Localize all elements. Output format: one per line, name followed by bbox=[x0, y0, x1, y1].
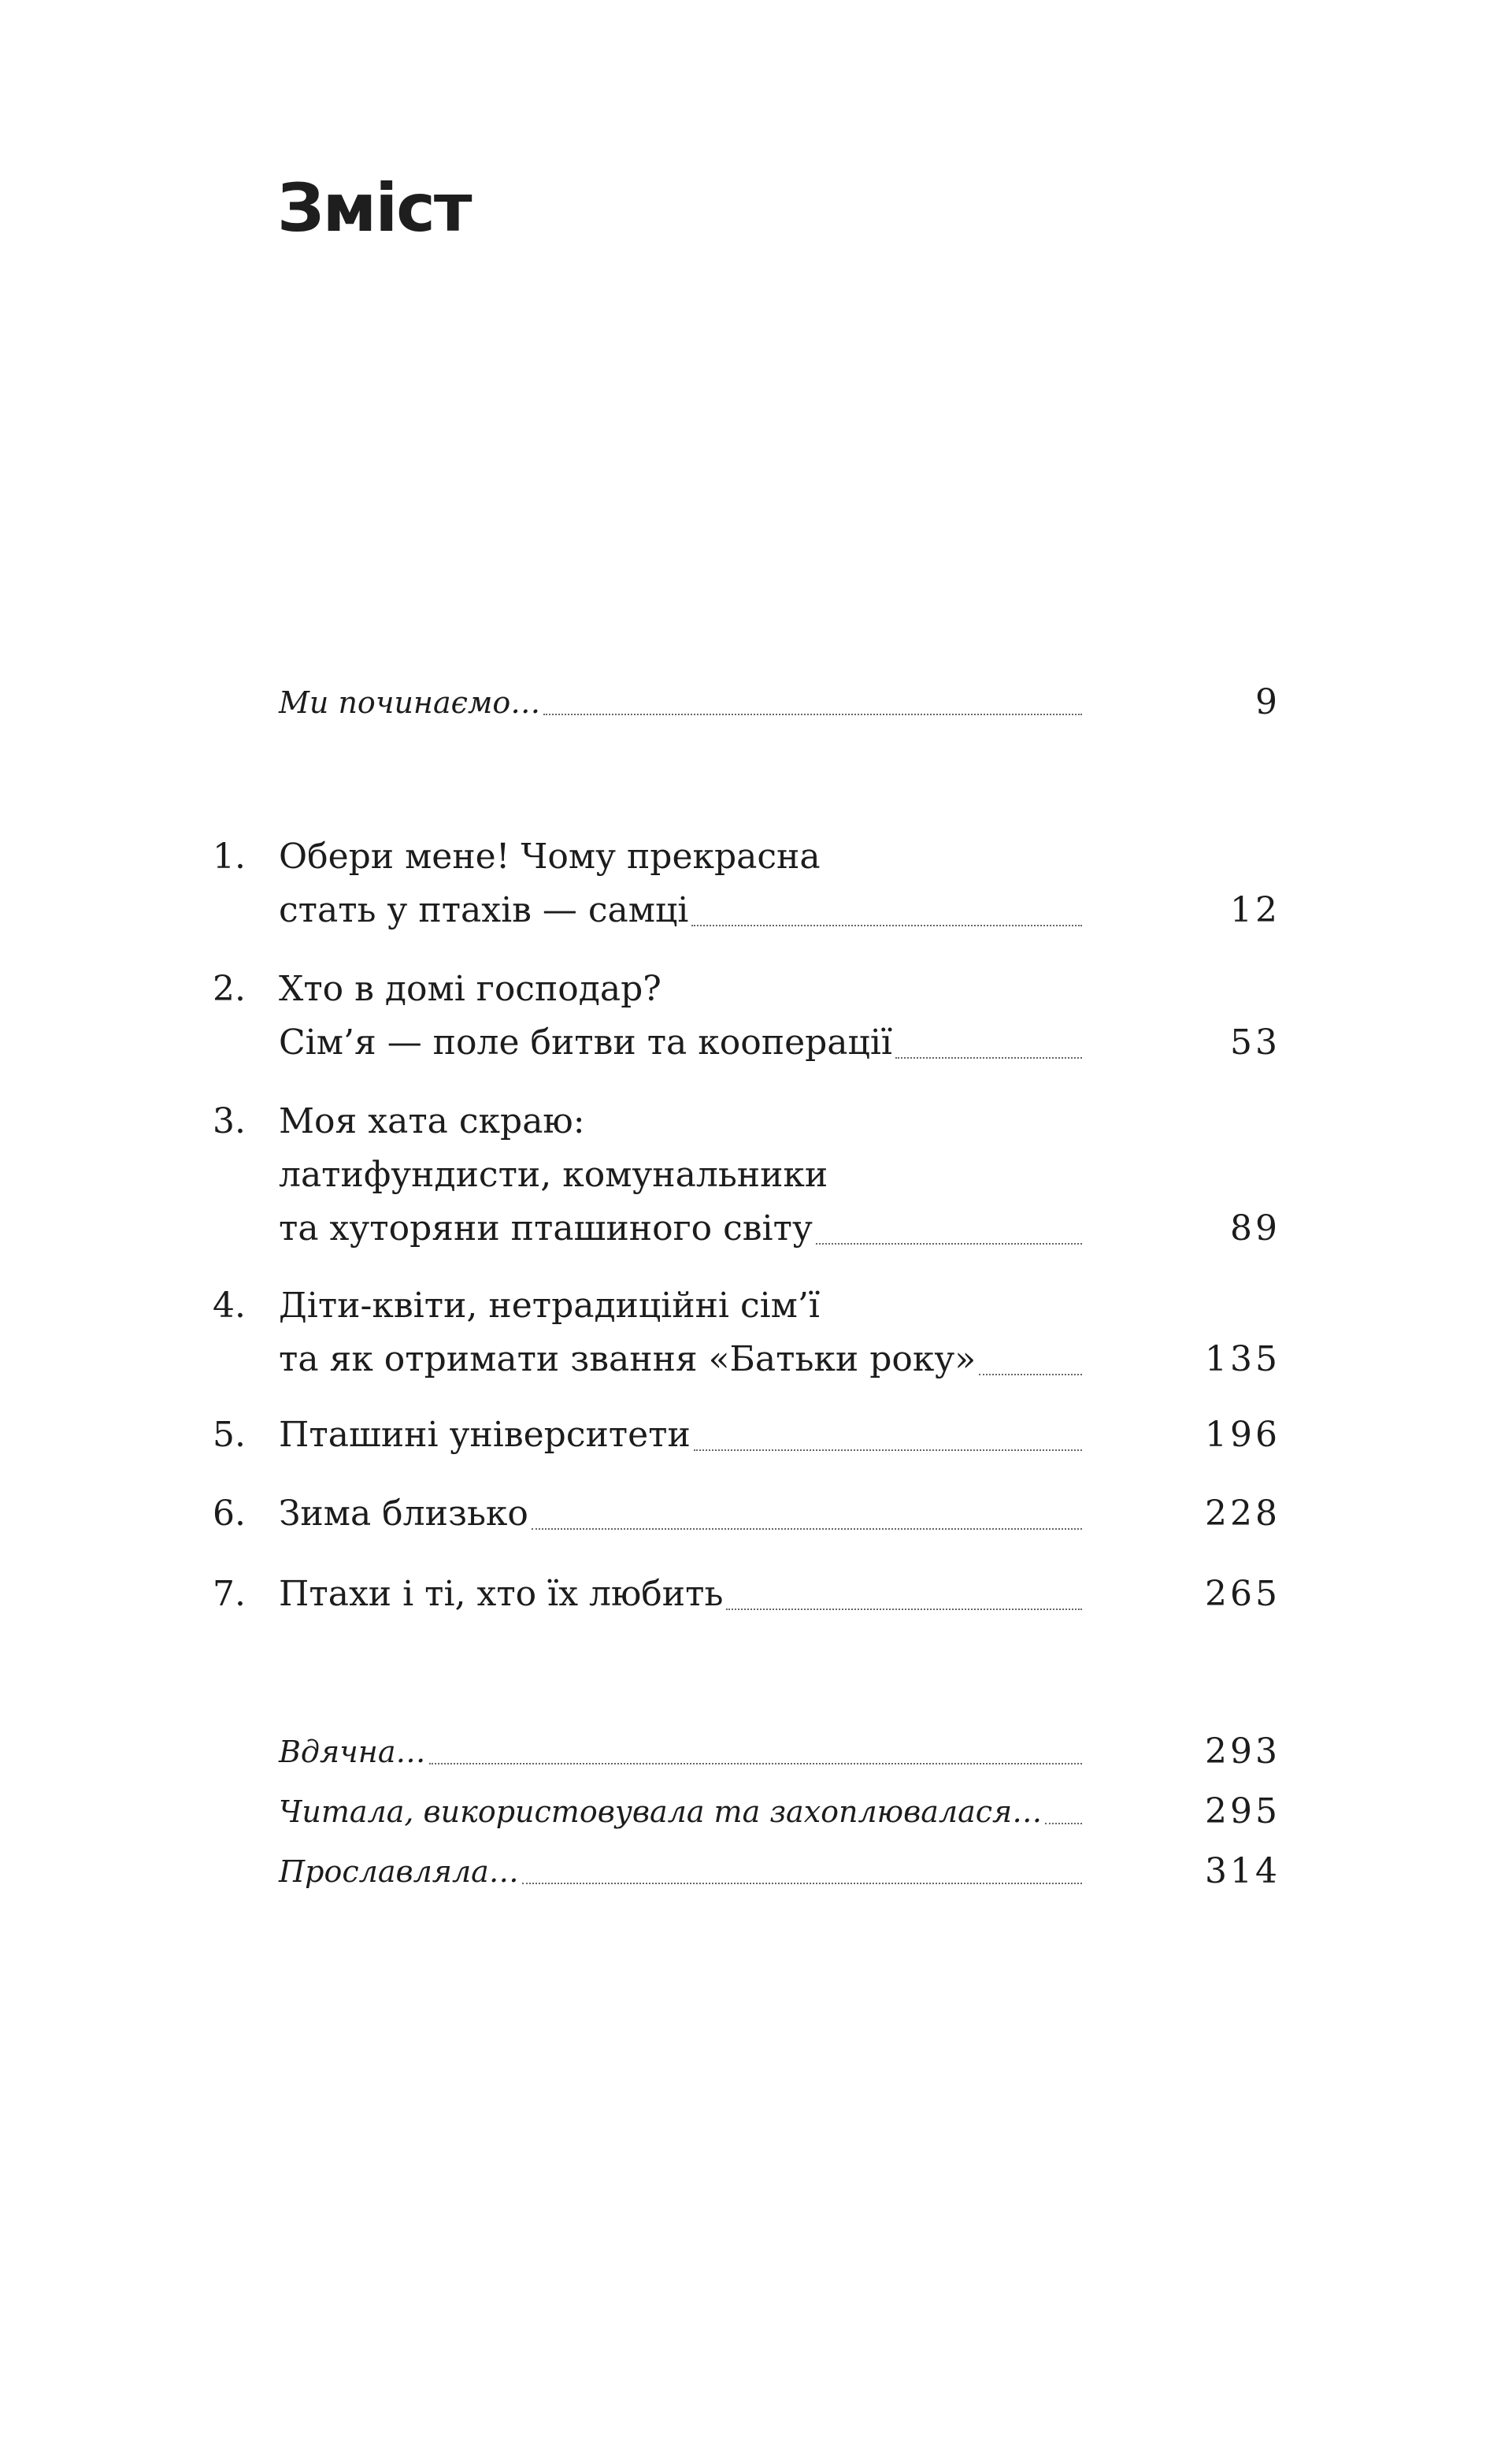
toc-page-number: 9 bbox=[1255, 682, 1280, 722]
toc-entry-chapter-2[interactable] bbox=[213, 963, 1280, 1070]
toc-page-number: 293 bbox=[1205, 1731, 1280, 1772]
toc-entry-chapter-7[interactable] bbox=[213, 1568, 1280, 1621]
chapter-number: 2. bbox=[213, 969, 246, 1009]
toc-entry-label: Читала, використовувала та захоплювалася… bbox=[279, 1794, 1043, 1829]
toc-page-number: 12 bbox=[1230, 890, 1280, 930]
chapter-title-line: латифундисти, комунальники bbox=[279, 1155, 828, 1195]
chapter-number: 7. bbox=[213, 1574, 246, 1614]
chapter-title-line: Обери мене! Чому прекрасна bbox=[279, 837, 821, 877]
dot-leader bbox=[691, 924, 1082, 926]
dot-leader bbox=[1045, 1822, 1082, 1824]
toc-page-number: 314 bbox=[1205, 1851, 1280, 1891]
chapter-title-line: Пташині університети bbox=[279, 1415, 691, 1455]
dot-leader bbox=[694, 1449, 1082, 1451]
chapter-title-line: Хто в домі господар? bbox=[279, 969, 662, 1009]
chapter-title-line: та хуторяни пташиного світу bbox=[279, 1208, 813, 1249]
chapter-number: 1. bbox=[213, 837, 246, 877]
toc-entry-chapter-1[interactable] bbox=[213, 830, 1280, 937]
chapter-title-line: стать у птахів — самці bbox=[279, 890, 689, 930]
toc-entry-chapter-3[interactable] bbox=[213, 1095, 1280, 1256]
toc-entry-intro[interactable] bbox=[213, 679, 1280, 726]
toc-entry-label: Прославляла… bbox=[279, 1854, 519, 1889]
toc-page-number: 228 bbox=[1205, 1494, 1280, 1534]
toc-entry-chapter-4[interactable] bbox=[213, 1279, 1280, 1386]
chapter-title-line: Птахи і ті, хто їх любить bbox=[279, 1574, 724, 1614]
toc-entry-glorification[interactable] bbox=[213, 1848, 1280, 1895]
chapter-title-line: Діти-квіти, нетрадиційні сім’ї bbox=[279, 1286, 820, 1326]
chapter-number: 4. bbox=[213, 1286, 246, 1326]
dot-leader bbox=[522, 1882, 1082, 1884]
chapter-title-line: Зима близько bbox=[279, 1494, 528, 1534]
dot-leader bbox=[816, 1242, 1082, 1245]
dot-leader bbox=[543, 713, 1082, 715]
page-title: Зміст bbox=[277, 169, 471, 247]
chapter-title-line: Сім’я — поле битви та кооперації bbox=[279, 1022, 892, 1063]
dot-leader bbox=[429, 1762, 1083, 1764]
toc-entry-chapter-5[interactable] bbox=[213, 1408, 1280, 1462]
toc-page-number: 89 bbox=[1230, 1208, 1280, 1249]
toc-entry-acknowledgements[interactable] bbox=[213, 1728, 1280, 1776]
toc-page-number: 135 bbox=[1205, 1339, 1280, 1379]
toc-entry-label: Ми починаємо… bbox=[279, 685, 541, 720]
toc-entry-label: Вдячна… bbox=[279, 1735, 426, 1769]
dot-leader bbox=[979, 1373, 1082, 1375]
toc-page-number: 196 bbox=[1205, 1415, 1280, 1455]
toc-entry-chapter-6[interactable] bbox=[213, 1487, 1280, 1541]
chapter-number: 6. bbox=[213, 1494, 246, 1534]
toc-page-number: 295 bbox=[1205, 1791, 1280, 1831]
chapter-number: 5. bbox=[213, 1415, 246, 1455]
dot-leader bbox=[895, 1056, 1082, 1059]
dot-leader bbox=[726, 1608, 1082, 1610]
dot-leader bbox=[532, 1527, 1082, 1530]
toc-page-number: 53 bbox=[1230, 1022, 1280, 1063]
toc-page-number: 265 bbox=[1205, 1574, 1280, 1614]
toc-entry-bibliography[interactable] bbox=[213, 1788, 1280, 1835]
chapter-title-line: та як отримати звання «Батьки року» bbox=[279, 1339, 976, 1379]
chapter-number: 3. bbox=[213, 1101, 246, 1141]
chapter-title-line: Моя хата скраю: bbox=[279, 1101, 585, 1141]
